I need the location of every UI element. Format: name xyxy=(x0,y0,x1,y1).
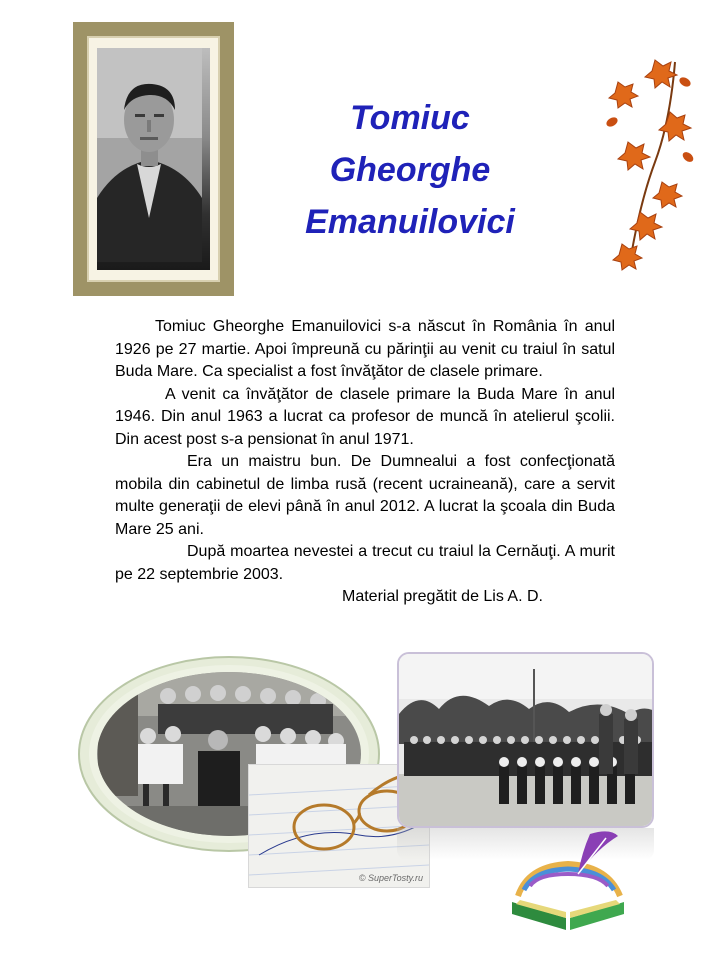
biography-text xyxy=(115,316,615,609)
image-watermark: © SuperTosty.ru xyxy=(358,873,423,883)
portrait-mat xyxy=(87,36,220,282)
page-title xyxy=(265,92,555,248)
bio-paragraph-birth: Tomiuc Gheorghe Emanuilovici s-a născut în România în anul 1926 pe 27 martie. Apoi împreună cu părinţii au venit cu traiul în satul Buda Mare. Ca specialist a fost învăţător de clasele primare. xyxy=(115,318,615,380)
book-quill-logo-icon xyxy=(498,826,638,938)
school-yard-scene xyxy=(399,654,654,828)
bio-paragraph-craftsman: Era un maistru bun. De Dumnealui a fost confecţionată mobila din cabinetul de limba rusă (recent ucraineană), care a servit multe generaţii de elevi până în anul 2012. A lucrat la şcoala din Buda Mare 25 ani. xyxy=(115,453,615,538)
portrait-photo xyxy=(97,48,210,270)
school-yard-photo xyxy=(397,652,654,828)
portrait-figure xyxy=(97,48,202,262)
bio-paragraph-death: După moartea nevestei a trecut cu traiul la Cernăuţi. A murit pe 22 septembrie 2003. xyxy=(115,543,615,583)
title-line-patronymic: Emanuilovici xyxy=(305,203,515,241)
title-line-name: Gheorghe xyxy=(329,151,491,189)
bio-credit: Material pregătit de Lis A. D. xyxy=(342,588,543,605)
title-line-surname: Tomiuc xyxy=(350,99,470,137)
autumn-leaves-icon xyxy=(600,52,700,272)
bio-paragraph-career: A venit ca învăţător de clasele primare la Buda Mare în anul 1946. Din anul 1963 a lucrat ca profesor de muncă în atelierul şcolii. Din acest post s-a pensionat în anul 1971. xyxy=(115,385,615,448)
portrait-frame xyxy=(73,22,234,296)
